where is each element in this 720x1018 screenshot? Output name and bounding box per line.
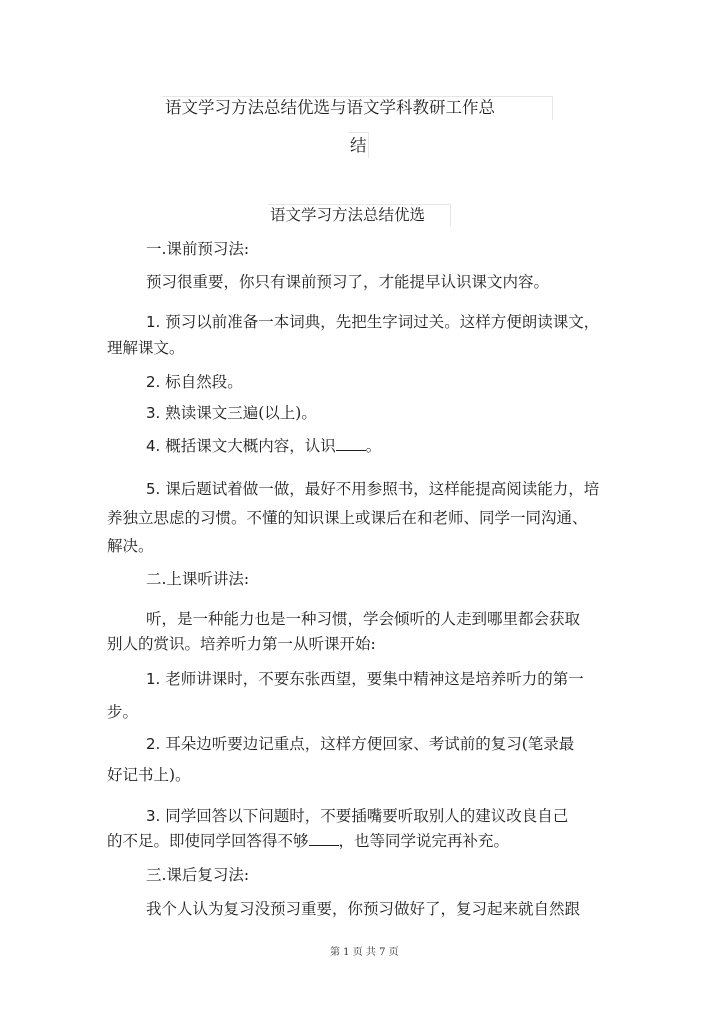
- item-3-number: 3.: [146, 404, 161, 422]
- item-1-number: 1.: [146, 313, 161, 331]
- item-2-number: 2.: [146, 373, 161, 391]
- item-5-line-3: 解决。: [107, 537, 154, 555]
- item-4-text-end: 。: [365, 437, 382, 455]
- item-5-line-2: 养独立思虑的习惯。不懂的知识课上或课后在和老师、同学一同沟通、: [107, 509, 588, 527]
- item-2-text: 标自然段。: [165, 373, 243, 391]
- item-4-number: 4.: [146, 437, 161, 455]
- item-5-number: 5.: [146, 480, 161, 498]
- item-3-text: 熟读课文三遍(以上)。: [165, 404, 317, 422]
- section-2-intro-line-1: 听，是一种能力也是一种习惯，学会倾听的人走到哪里都会获取: [146, 610, 581, 628]
- item-2: [146, 372, 243, 392]
- item-5-line-1: [146, 479, 599, 499]
- section-2-intro-line-2: 别人的赏识。培养听力第一从听课开始:: [107, 635, 376, 653]
- s2-item-2-line-1: [146, 734, 574, 754]
- page-footer: 第 1 页 共 7 页: [330, 947, 399, 958]
- item-3: [146, 403, 317, 423]
- section-3-intro: 我个人认为复习没预习重要，你预习做好了，复习起来就自然跟: [146, 900, 581, 918]
- item-1-line-1: [146, 312, 599, 332]
- fill-in-blank-2: [309, 831, 339, 846]
- s2-item-1-line-2: 步。: [107, 703, 139, 721]
- item-4-text: 概括课文大概内容，认识: [165, 437, 336, 455]
- document-title-line-1: 语文学习方法总结优选与语文学科教研工作总: [165, 98, 495, 117]
- s2-item-3-line-1: [146, 806, 568, 826]
- s2-item-3-text-end: ，也等同学说完再补充。: [338, 832, 510, 850]
- s2-item-3-line-2: [107, 831, 509, 851]
- item-1-text: 预习以前准备一本词典，先把生字词过关。这样方便朗读课文，: [165, 313, 600, 331]
- title-frame-right-2: [368, 132, 369, 158]
- s2-item-2-number: 2.: [146, 735, 161, 753]
- s2-item-2-line-2: 好记书上)。: [107, 766, 191, 784]
- s2-item-3-text-start: 的不足。即使同学回答得不够: [107, 832, 309, 850]
- section-1-intro: 预习很重要，你只有课前预习了，才能提早认识课文内容。: [146, 273, 550, 291]
- document-title-line-2: 结: [350, 136, 367, 155]
- s2-item-1-line-1: [146, 669, 584, 689]
- s2-item-3-text: 同学回答以下问题时，不要插嘴要听取别人的建议改良自己: [165, 807, 569, 825]
- item-5-text: 课后题试着做一做，最好不用参照书，这样能提高阅读能力，培: [165, 480, 600, 498]
- fill-in-blank: [336, 436, 366, 451]
- item-1-line-2: 理解课文。: [107, 339, 185, 357]
- s2-item-2-text: 耳朵边听要边记重点，这样方便回家、考试前的复习(笔录最: [165, 735, 575, 753]
- item-4: [146, 436, 381, 456]
- subtitle-frame-right: [450, 204, 451, 226]
- title-frame-right: [552, 96, 553, 120]
- section-3-heading: 三.课后复习法:: [146, 866, 250, 884]
- s2-item-3-number: 3.: [146, 807, 161, 825]
- document-subtitle: 语文学习方法总结优选: [270, 206, 426, 224]
- s2-item-1-number: 1.: [146, 670, 161, 688]
- title-frame-top-2: [348, 132, 368, 133]
- section-2-heading: 二.上课听讲法:: [146, 570, 250, 588]
- title-frame-top: [162, 96, 552, 97]
- s2-item-1-text: 老师讲课时，不要东张西望，要集中精神这是培养听力的第一: [165, 670, 584, 688]
- section-1-heading: 一.课前预习法:: [146, 240, 250, 258]
